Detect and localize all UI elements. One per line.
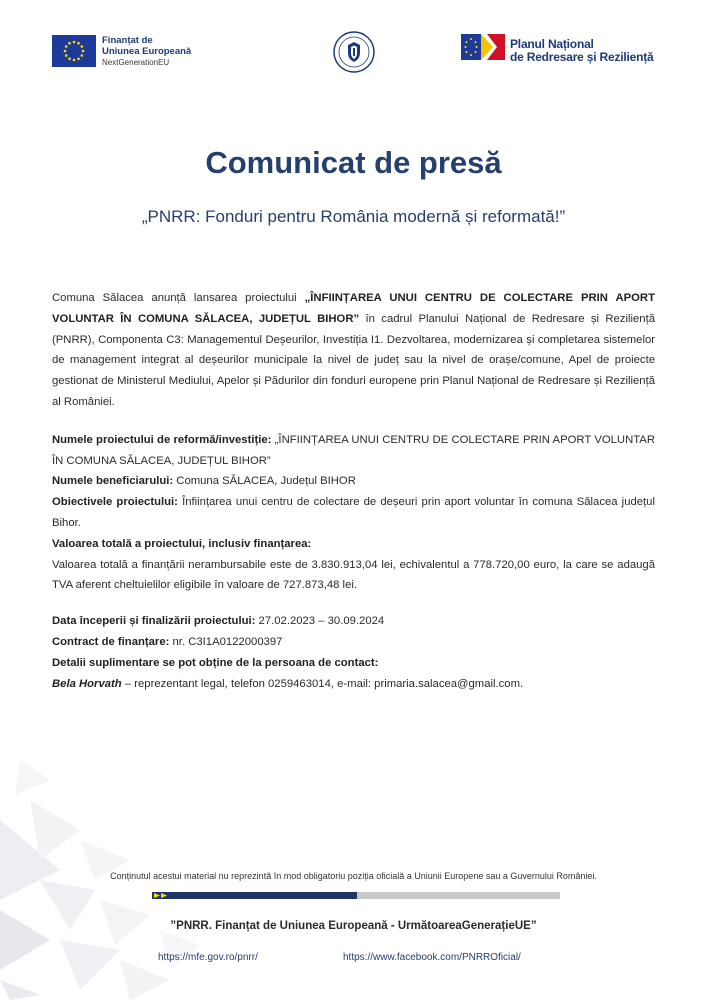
eu-flag-icon xyxy=(52,35,96,67)
dates-section xyxy=(52,611,655,632)
value-section xyxy=(52,534,655,596)
eu-line-3: NextGenerationEU xyxy=(102,58,170,67)
page-title: Comunicat de presă xyxy=(205,145,502,180)
intro-project-title: „ÎNFIINȚAREA UNUI CENTRU DE COLECTARE PRIN APORT VOLUNTAR ÎN COMUNA SĂLACEA, JUDEȚUL BIHOR” xyxy=(52,292,655,325)
contact-details: – reprezentant legal, telefon 0259463014, e-mail: primaria.salacea@gmail.com. xyxy=(121,677,524,690)
objectives-label: Obiectivele proiectului: xyxy=(52,496,178,509)
dates-label: Data începerii și finalizării proiectului: xyxy=(52,615,256,628)
dates-value: 27.02.2023 – 30.09.2024 xyxy=(255,615,385,628)
pnrr-title xyxy=(510,38,654,64)
footer-color-bar xyxy=(152,892,560,899)
header xyxy=(0,30,707,80)
disclaimer-text: Conținutul acestui material nu reprezintă în mod obligatoriu poziția oficială a Uniunii Europene sau a Guvernului României. xyxy=(110,871,597,881)
eu-line-1: Finanțat de xyxy=(102,35,153,46)
contact-name: Bela Horvath xyxy=(52,677,122,690)
objectives-section xyxy=(52,492,655,534)
eu-funding-label xyxy=(102,35,191,68)
contract-value: nr. C3I1A0122000397 xyxy=(169,635,283,648)
value-label: Valoarea totală a proiectului, inclusiv finanțarea: xyxy=(52,537,312,550)
project-name-value: „ÎNFIINȚAREA UNUI CENTRU DE COLECTARE PRIN APORT VOLUNTAR ÎN COMUNA SĂLACEA, JUDEȚUL BIHOR” xyxy=(52,433,655,467)
page-subtitle: „PNRR: Fonduri pentru România modernă și reformată!” xyxy=(141,207,566,226)
beneficiary-label: Numele beneficiarului: xyxy=(52,475,174,488)
project-name-section xyxy=(52,430,655,472)
pnrr-logo-icon xyxy=(461,34,505,60)
beneficiary-section xyxy=(52,471,655,492)
pnrr-line-2: de Redresare și Reziliență xyxy=(510,50,654,64)
intro-text-start: Comuna Sălacea anunță lansarea proiectului xyxy=(52,292,305,304)
eu-line-2: Uniunea Europeană xyxy=(102,46,192,57)
beneficiary-value: Comuna SĂLACEA, Județul BIHOR xyxy=(173,475,356,488)
intro-text-end: în cadrul Planului Național de Redresare și Reziliență (PNRR), Componenta C3: Managementul Deșeurilor, Investiția I1. Dezvoltarea, modernizarea și completarea sistemelor de management integrat al deșeurilor municipale la nivel de județ sau la nivel de orașe/comune, Apel de proiecte gestionat de Ministerul Mediului, Apelor și Pădurilor din fonduri europene prin Planul Național de Redresare și Reziliență al României. xyxy=(52,312,655,408)
contact-section xyxy=(52,653,655,695)
contract-section xyxy=(52,632,655,653)
contact-label: Detalii suplimentare se pot obține de la persoana de contact: xyxy=(52,656,379,669)
facebook-link[interactable]: https://www.facebook.com/PNRROficial/ xyxy=(343,952,521,963)
mfe-link[interactable]: https://mfe.gov.ro/pnrr/ xyxy=(158,952,258,963)
intro-paragraph xyxy=(52,288,655,413)
government-seal-icon xyxy=(333,31,375,73)
contract-label: Contract de finanțare: xyxy=(52,635,170,648)
objectives-value: Înființarea unui centru de colectare de deșeuri prin aport voluntar în comuna Sălacea județul Bihor. xyxy=(52,496,655,529)
value-text: Valoarea totală a finanțării nerambursabile este de 3.830.913,04 lei, echivalentul a 778.720,00 euro, la care se adaugă TVA aferent cheltuielilor eligibile în valoare de 727.873,48 lei. xyxy=(52,558,655,592)
pnrr-line-1: Planul Național xyxy=(510,37,594,51)
project-name-label: Numele proiectului de reformă/investiție: xyxy=(52,433,272,446)
footer-slogan: ”PNRR. Finanțat de Uniunea Europeană - UrmătoareaGenerațieUE” xyxy=(170,920,537,932)
press-release-body xyxy=(52,288,655,709)
